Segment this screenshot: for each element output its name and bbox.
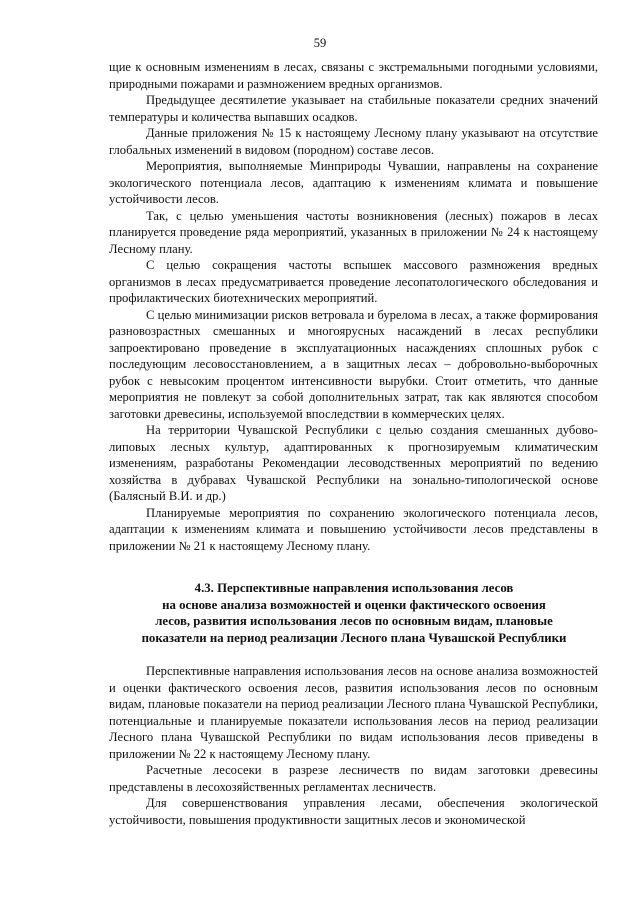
paragraph: Расчетные лесосеки в разрезе лесничеств по видам заготовки древесины представлены в лесохозяйственных регламентах лесничеств. bbox=[109, 763, 598, 794]
paragraph: На территории Чувашской Республики с целью создания смешанных дубово-липовых лесных культур, адаптированных к прогнозируемым климатическим изменениям, разработаны Рекомендации лесоводственных мероприятий по ведению хозяйства в дубравах Чувашской Республики на зонально-типологической основе (Балясный В.И. и др.) bbox=[109, 423, 598, 503]
section-heading-line: 4.3. Перспективные направления использования лесов bbox=[194, 581, 514, 595]
paragraph: Мероприятия, выполняемые Минприроды Чувашии, направлены на сохранение экологического потенциала лесов, адаптацию к изменениям климата и повышение устойчивости лесов. bbox=[109, 159, 598, 206]
paragraph: Планируемые мероприятия по сохранению экологического потенциала лесов, адаптации к изменениям климата и повышению устойчивости лесов представлены в приложении № 21 к настоящему Лесному плану. bbox=[109, 505, 598, 553]
paragraph: Для совершенствования управления лесами, обеспечения экологической устойчивости, повышения продуктивности защитных лесов и экономической bbox=[109, 796, 598, 827]
body-text-top bbox=[109, 59, 598, 554]
page-number: 59 bbox=[313, 36, 327, 50]
section-heading-line: на основе анализа возможностей и оценки фактического освоения bbox=[162, 597, 546, 612]
paragraph: Так, с целью уменьшения частоты возникновения (лесных) пожаров в лесах планируется проведение ряда мероприятий, указанных в приложении № 24 к настоящему Лесному плану. bbox=[109, 208, 598, 256]
paragraph: щие к основным изменениям в лесах, связаны с экстремальными погодными условиями, природными пожарами и размножением вредных организмов. bbox=[109, 60, 598, 91]
paragraph: Данные приложения № 15 к настоящему Лесному плану указывают на отсутствие глобальных изменений в видовом (породном) составе лесов. bbox=[109, 126, 598, 157]
paragraph: Предыдущее десятилетие указывает на стабильные показатели средних значений температуры и количества выпавших осадков. bbox=[109, 93, 598, 124]
paragraph: С целью сокращения частоты вспышек массового размножения вредных организмов в лесах предусматривается проведение лесопатологического обследования и профилактических биотехнических мероприятий. bbox=[109, 258, 598, 305]
section-heading bbox=[100, 580, 608, 646]
body-text-bottom bbox=[109, 663, 598, 828]
paragraph: Перспективные направления использования лесов на основе анализа возможностей и оценки фактического освоения лесов, развития использования лесов по основным видам, плановые показатели на период реализации Лесного плана Чувашской Республики, потенциальные и планируемые показатели использования лесов на период реализации Лесного плана Чувашской Республики по видам использования лесов приведены в приложении № 22 к настоящему Лесному плану. bbox=[109, 664, 598, 761]
paragraph: С целью минимизации рисков ветровала и бурелома в лесах, а также формирования разновозрастных смешанных и многоярусных насаждений в лесах республики запроектировано проведение в эксплуатационных насаждениях сплошных рубок с последующим лесовосстановлением, а в защитных лесах – добровольно-выборочных рубок с невысоким процентом интенсивности вырубки. Стоит отметить, что данные мероприятия не повлекут за собой дополнительных затрат, так как являются способом заготовки древесины, используемой впоследствии в коммерческих целях. bbox=[109, 307, 598, 421]
section-heading-line: лесов, развития использования лесов по основным видам, плановые bbox=[155, 614, 553, 628]
section-heading-line: показатели на период реализации Лесного плана Чувашской Республики bbox=[141, 630, 567, 645]
